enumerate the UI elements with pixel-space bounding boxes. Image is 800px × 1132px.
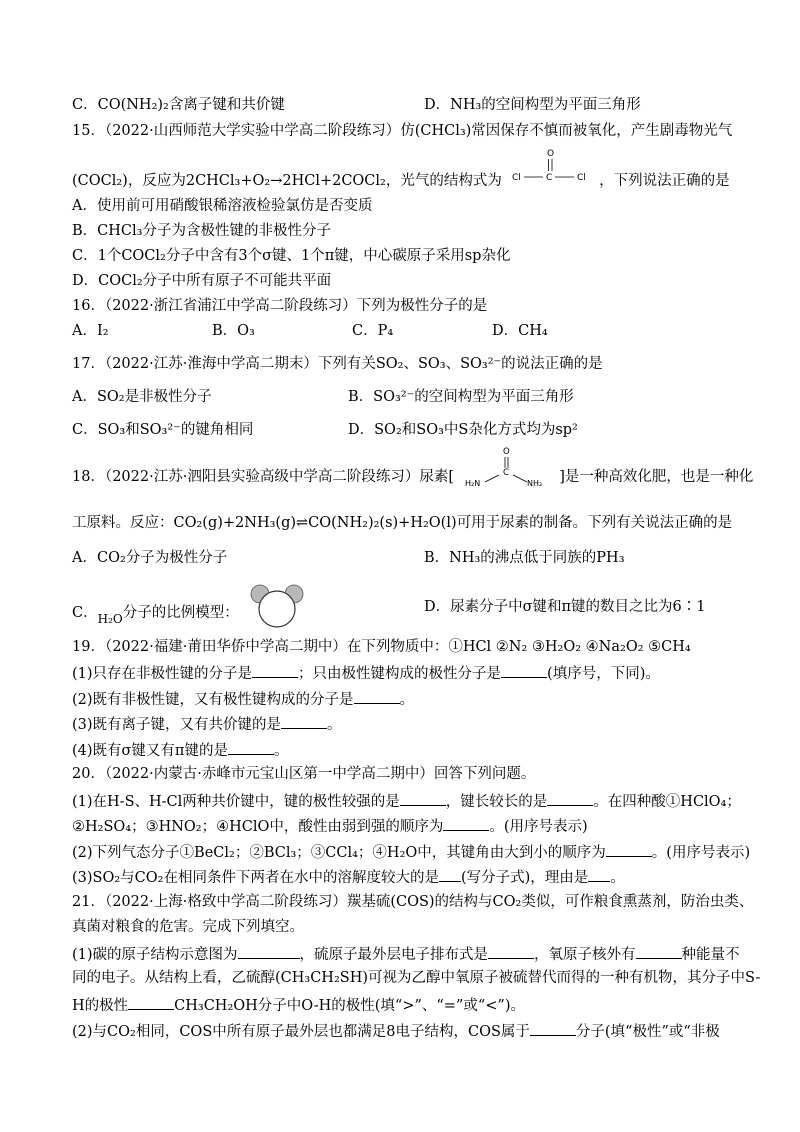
q19-part4: (4)既有σ键又有π键的是 。	[72, 740, 288, 760]
q15-stem-line2	[72, 149, 730, 190]
q18-stem-line2: 工原料。反应：CO₂(g)+2NH₃(g)⇌CO(NH₂)₂(s)+H₂O(l)可用于尿素的制备。下列有关说法正确的是	[72, 515, 733, 531]
q21-part1-line3: H的极性 CH₃CH₂OH分子中O-H的极性(填“>”、“=”或“<”)。	[72, 995, 525, 1015]
phosgene-atom-cl-right: Cl	[577, 173, 587, 183]
q18-stem-text: 18．（2022·江苏·泗阳县实验高级中学高二阶段练习）尿素[	[72, 469, 454, 485]
q20-part2: (2)下列气态分子①BeCl₂；②BCl₃；③CCl₄；④H₂O中，其键角由大到小的顺序为 。(用序号表示)	[72, 842, 750, 862]
q19-part2: (2)既有非极性键，又有极性键构成的分子是 。	[72, 689, 414, 709]
answer-blank	[588, 867, 610, 882]
q17-option-c: C．SO₃和SO₃²⁻的键角相同	[72, 422, 254, 438]
q21-stem-line1: 21．（2022·上海·格致中学高二阶段练习）羰基硫(COS)的结构与CO₂类似，可作粮食熏蒸剂，防治虫类、	[72, 894, 754, 910]
q20-stem: 20．（2022·内蒙古·赤峰市元宝山区第一中学高二期中）回答下列问题。	[72, 766, 536, 782]
answer-blank	[400, 791, 446, 806]
q15-option-c: C．1个COCl₂分子中含有3个σ键、1个π键，中心碳原子采用sp杂化	[72, 248, 511, 264]
q18-option-d: D．尿素分子中σ键和π键的数目之比为6∶1	[424, 599, 706, 615]
q15-option-b: B．CHCl₃分子为含极性键的非极性分子	[72, 223, 331, 239]
q16-stem: 16．（2022·浙江省浦江中学高二阶段练习）下列为极性分子的是	[72, 298, 488, 314]
phosgene-atom-cl-left: Cl	[512, 173, 522, 183]
q21-stem-line2: 真菌对粮食的危害。完成下列填空。	[72, 919, 304, 935]
answer-blank	[128, 995, 174, 1010]
phosgene-atom-c: C	[546, 173, 553, 183]
q16-option-b: B．O₃	[212, 323, 255, 339]
q18-option-b: B．NH₃的沸点低于同族的PH₃	[424, 550, 625, 566]
q21-part2: (2)与CO₂相同，COS中所有原子最外层也都满足8电子结构，COS属于 分子(填“极性”或“非极	[72, 1021, 720, 1041]
answer-blank	[636, 944, 682, 959]
h2o-label: H₂O	[97, 612, 123, 626]
answer-blank	[501, 663, 547, 678]
q21-part1-line1: (1)碳的原子结构示意图为 ，硫原子最外层电子排布式是 ，氧原子核外有 种能量不	[72, 944, 740, 964]
answer-blank	[228, 740, 274, 755]
q18-option-c: C．$_{H_2O}$分子的比例模型：	[72, 605, 311, 621]
answer-blank	[488, 944, 534, 959]
q17-option-a: A．SO₂是非极性分子	[72, 389, 212, 405]
q16-option-c: C．P₄	[352, 323, 394, 339]
urea-atom-o: O	[502, 447, 510, 457]
answer-blank	[443, 816, 489, 831]
q15-stem-tail: ，下列说法正确的是	[599, 173, 730, 189]
q17-options-cd	[72, 421, 578, 439]
q17-options-ab	[72, 388, 574, 406]
answer-blank	[547, 791, 593, 806]
urea-atom-c: C	[502, 468, 509, 478]
q18-stem-line1	[72, 447, 754, 488]
urea-structure	[463, 444, 551, 488]
q15-stem-line1: 15．（2022·山西师范大学实验中学高二阶段练习）仿(CHCl₃)常因保存不慎而被氧化，产生剧毒物光气	[72, 123, 733, 139]
answer-blank	[238, 944, 300, 959]
water-space-filling-model	[247, 584, 307, 628]
q19-part3: (3)既有离子键，又有共价键的是 。	[72, 714, 342, 734]
q18-stem-tail: ]是一种高效化肥，也是一种化	[559, 469, 754, 485]
q14-options	[72, 96, 641, 114]
q19-stem: 19．（2022·福建·莆田华侨中学高二期中）在下列物质中：①HCl ②N₂ ③H₂O₂ ④Na₂O₂ ⑤CH₄	[72, 639, 691, 655]
q16-options	[72, 322, 548, 340]
q20-part1-line2: ②H₂SO₄；③HNO₂；④HClO中，酸性由弱到强的顺序为 。(用序号表示)	[72, 816, 588, 836]
urea-atom-n-right: NH₂	[526, 479, 542, 488]
answer-blank	[439, 867, 461, 882]
q15-option-d: D．COCl₂分子中所有原子不可能共平面	[72, 273, 332, 289]
q18-options-ab	[72, 549, 625, 567]
q18-option-a: A．CO₂分子为极性分子	[72, 550, 228, 566]
q17-stem: 17．（2022·江苏·淮海中学高二期末）下列有关SO₂、SO₃、SO₃²⁻的说法正确的是	[72, 356, 603, 372]
q20-part3: (3)SO₂与CO₂在相同条件下两者在水中的溶解度较大的是 (写分子式)，理由是 。	[72, 867, 625, 887]
phosgene-structure	[510, 146, 590, 190]
q16-option-d: D．CH₄	[492, 323, 548, 339]
answer-blank	[606, 842, 652, 857]
q19-part1: (1)只存在非极性键的分子是 ；只由极性键构成的极性分子是 (填序号，下同)。	[72, 663, 660, 683]
q18-options-cd	[72, 598, 706, 628]
q21-part1-line2: 同的电子。从结构上看，乙硫醇(CH₃CH₂SH)可视为乙醇中氧原子被硫替代而得的一种有机物，其分子中S-	[72, 970, 761, 986]
urea-atom-n-left: H₂N	[464, 479, 480, 488]
answer-blank	[252, 663, 298, 678]
answer-blank	[281, 714, 327, 729]
q17-option-d: D．SO₂和SO₃中S杂化方式均为sp²	[348, 422, 578, 438]
answer-blank	[530, 1021, 576, 1036]
phosgene-atom-o: O	[547, 149, 555, 159]
q14-option-d: D．NH₃的空间构型为平面三角形	[424, 97, 641, 113]
q16-option-a: A．I₂	[72, 323, 109, 339]
q15-option-a: A．使用前可用硝酸银稀溶液检验氯仿是否变质	[72, 198, 373, 214]
q15-stem-text: (COCl₂)，反应为2CHCl₃+O₂→2HCl+2COCl₂，光气的结构式为	[72, 173, 502, 189]
q20-part1-line1: (1)在H-S、H-Cl两种共价键中，键的极性较强的是 ，键长较长的是 。在四种酸①HClO₄；	[72, 791, 741, 811]
answer-blank	[354, 689, 400, 704]
q14-option-c: C．CO(NH₂)₂含离子键和共价键	[72, 97, 285, 113]
q17-option-b: B．SO₃²⁻的空间构型为平面三角形	[348, 389, 574, 405]
